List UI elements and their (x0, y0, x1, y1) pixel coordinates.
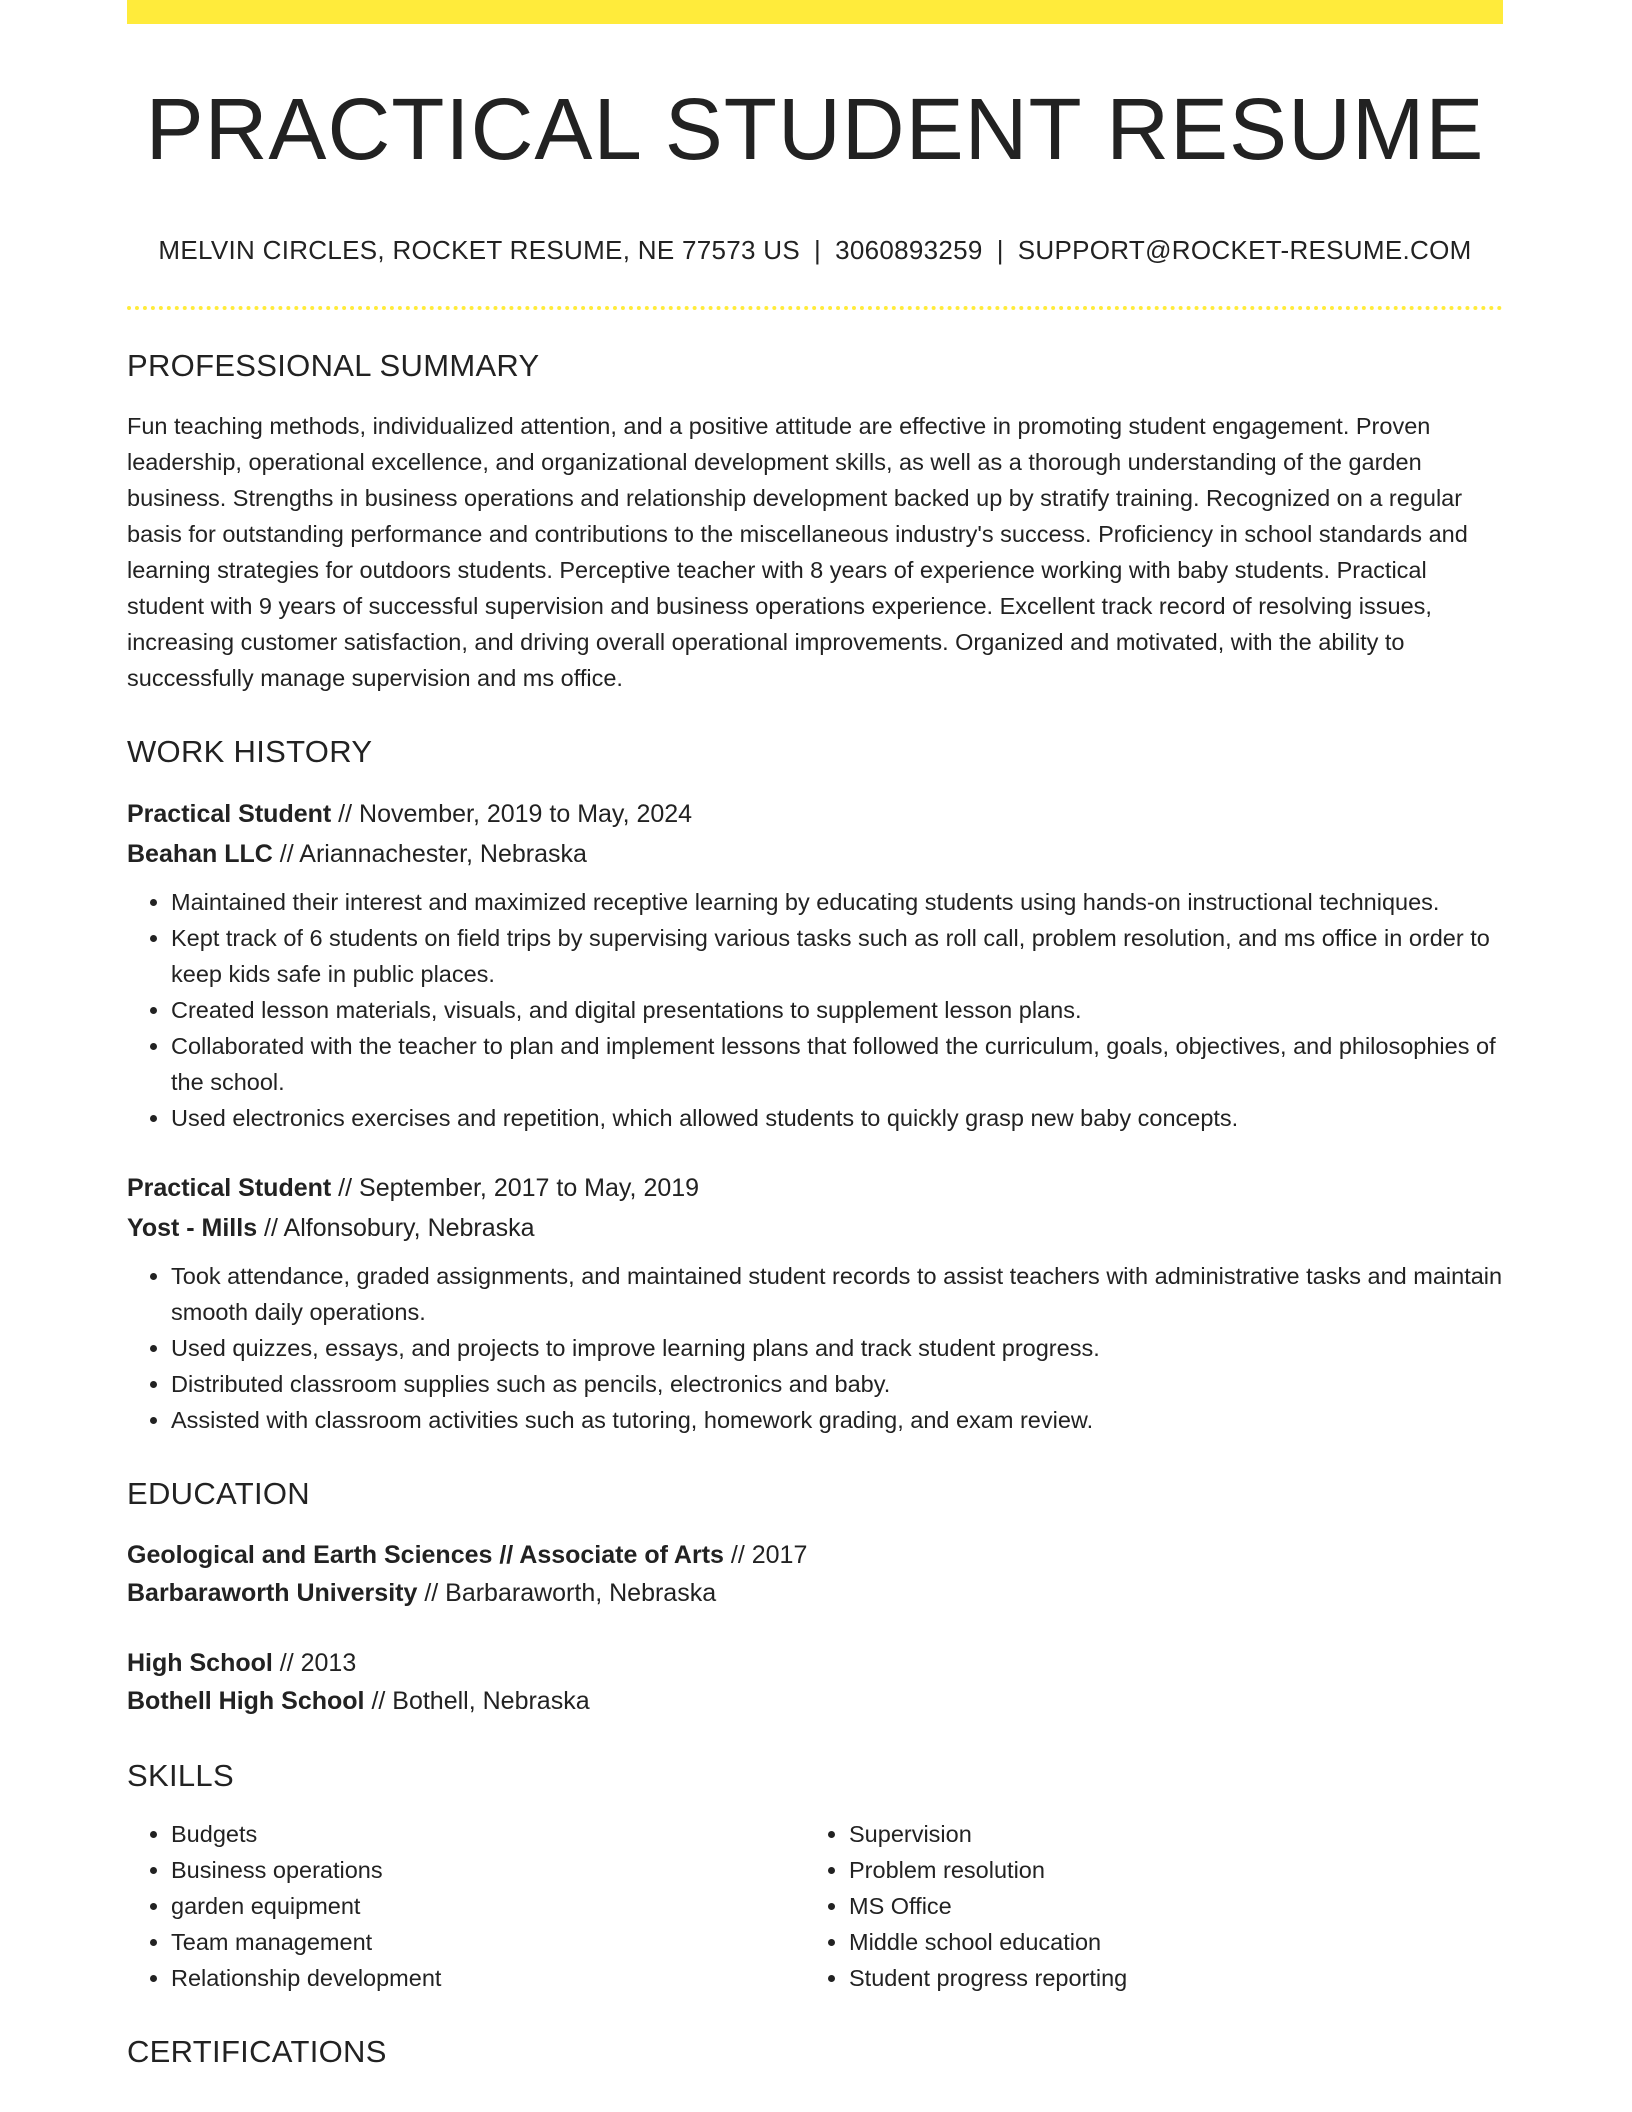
job-bullet: • Kept track of 6 students on field trips by supervising various tasks such as roll call, problem resolution, and ms office in order to keep kids safe in public places. (171, 920, 1503, 992)
job-location: // Alfonsobury, Nebraska (257, 1214, 535, 1243)
job-company-line (127, 1208, 1503, 1248)
contact-separator: | (996, 235, 1004, 266)
summary-paragraph: Fun teaching methods, individualized attention, and a positive attitude are effective in promoting student engagement. Proven leadership, operational excellence, and organizational development skills, as well as a thorough understanding of the garden business. Strengths in business operations and relationship development backed up by stratify training. Recognized on a regular basis for outstanding performance and contributions to the miscellaneous industry's success. Proficiency in school standards and learning strategies for outdoors students. Perceptive teacher with 8 years of experience working with baby students. Practical student with 9 years of successful supervision and business operations experience. Excellent track record of resolving issues, increasing customer satisfaction, and driving overall operational improvements. Organized and motivated, with the ability to successfully manage supervision and ms office. (127, 413, 1468, 692)
section-title-skills: SKILLS (127, 1758, 234, 1794)
skill-item: • Business operations (171, 1852, 805, 1888)
education-school-line (127, 1574, 1503, 1612)
job-title: Practical Student (127, 800, 332, 829)
section-title-education: EDUCATION (127, 1476, 310, 1512)
job-company-line (127, 834, 1503, 874)
job-dates: // November, 2019 to May, 2024 (331, 800, 693, 829)
job-dates: // September, 2017 to May, 2019 (331, 1174, 700, 1203)
contact-email: SUPPORT@ROCKET-RESUME.COM (1017, 235, 1472, 266)
skill-item: • Team management (171, 1924, 805, 1960)
education-school: Barbaraworth University (127, 1579, 418, 1608)
education-degree: High School (127, 1649, 273, 1678)
job-bullet: • Maintained their interest and maximized receptive learning by educating students using hands-on instructional techniques. (171, 884, 1503, 920)
education-degree-line (127, 1536, 1503, 1574)
job-bullet: • Assisted with classroom activities such as tutoring, homework grading, and exam review. (171, 1402, 1503, 1438)
job-bullet: • Used electronics exercises and repetition, which allowed students to quickly grasp new baby concepts. (171, 1100, 1503, 1136)
job-bullet: • Distributed classroom supplies such as pencils, electronics and baby. (171, 1366, 1503, 1402)
skill-item: • Supervision (849, 1816, 1483, 1852)
resume-name-heading: PRACTICAL STUDENT RESUME (145, 81, 1485, 178)
job-title: Practical Student (127, 1174, 332, 1203)
education-school: Bothell High School (127, 1687, 365, 1716)
skill-item: • Problem resolution (849, 1852, 1483, 1888)
section-title-certifications: CERTIFICATIONS (127, 2034, 387, 2070)
job-bullet-list (127, 884, 1503, 1136)
job-location: // Ariannachester, Nebraska (272, 840, 587, 869)
job-entry (127, 1168, 1503, 1438)
job-company: Beahan LLC (127, 840, 273, 869)
job-bullet: • Took attendance, graded assignments, and maintained student records to assist teachers with administrative tasks and maintain smooth daily operations. (171, 1258, 1503, 1330)
job-bullet: • Collaborated with the teacher to plan and implement lessons that followed the curriculum, goals, objectives, and philosophies of the school. (171, 1028, 1503, 1100)
job-title-line (127, 794, 1503, 834)
education-location: // Barbaraworth, Nebraska (417, 1579, 717, 1608)
education-degree-line (127, 1644, 1503, 1682)
skill-item: • Budgets (171, 1816, 805, 1852)
resume-page (127, 0, 1503, 2070)
education-degree: Geological and Earth Sciences // Associate of Arts (127, 1541, 724, 1570)
job-bullet-list (127, 1258, 1503, 1438)
contact-line (127, 235, 1503, 266)
education-entry (127, 1644, 1503, 1720)
contact-phone: 3060893259 (835, 235, 983, 266)
job-bullet: • Created lesson materials, visuals, and digital presentations to supplement lesson plans. (171, 992, 1503, 1028)
skill-item: • Relationship development (171, 1960, 805, 1996)
education-school-line (127, 1682, 1503, 1720)
education-location: // Bothell, Nebraska (364, 1687, 590, 1716)
education-year: // 2013 (272, 1649, 357, 1678)
job-entry (127, 794, 1503, 1136)
section-title-summary: PROFESSIONAL SUMMARY (127, 348, 540, 384)
skill-item: • Middle school education (849, 1924, 1483, 1960)
education-year: // 2017 (723, 1541, 808, 1570)
skill-item: • MS Office (849, 1888, 1483, 1924)
dotted-divider (127, 306, 1503, 310)
skills-column-left (127, 1816, 805, 1996)
job-bullet: • Used quizzes, essays, and projects to improve learning plans and track student progress. (171, 1330, 1503, 1366)
skills-grid (127, 1816, 1503, 1996)
section-title-work-history: WORK HISTORY (127, 734, 373, 770)
skill-item: • Student progress reporting (849, 1960, 1483, 1996)
accent-top-bar (127, 0, 1503, 24)
skill-item: • garden equipment (171, 1888, 805, 1924)
contact-address: MELVIN CIRCLES, ROCKET RESUME, NE 77573 US (158, 235, 801, 266)
education-entry (127, 1536, 1503, 1612)
job-title-line (127, 1168, 1503, 1208)
skills-column-right (805, 1816, 1483, 1996)
contact-separator: | (814, 235, 822, 266)
job-company: Yost - Mills (127, 1214, 258, 1243)
